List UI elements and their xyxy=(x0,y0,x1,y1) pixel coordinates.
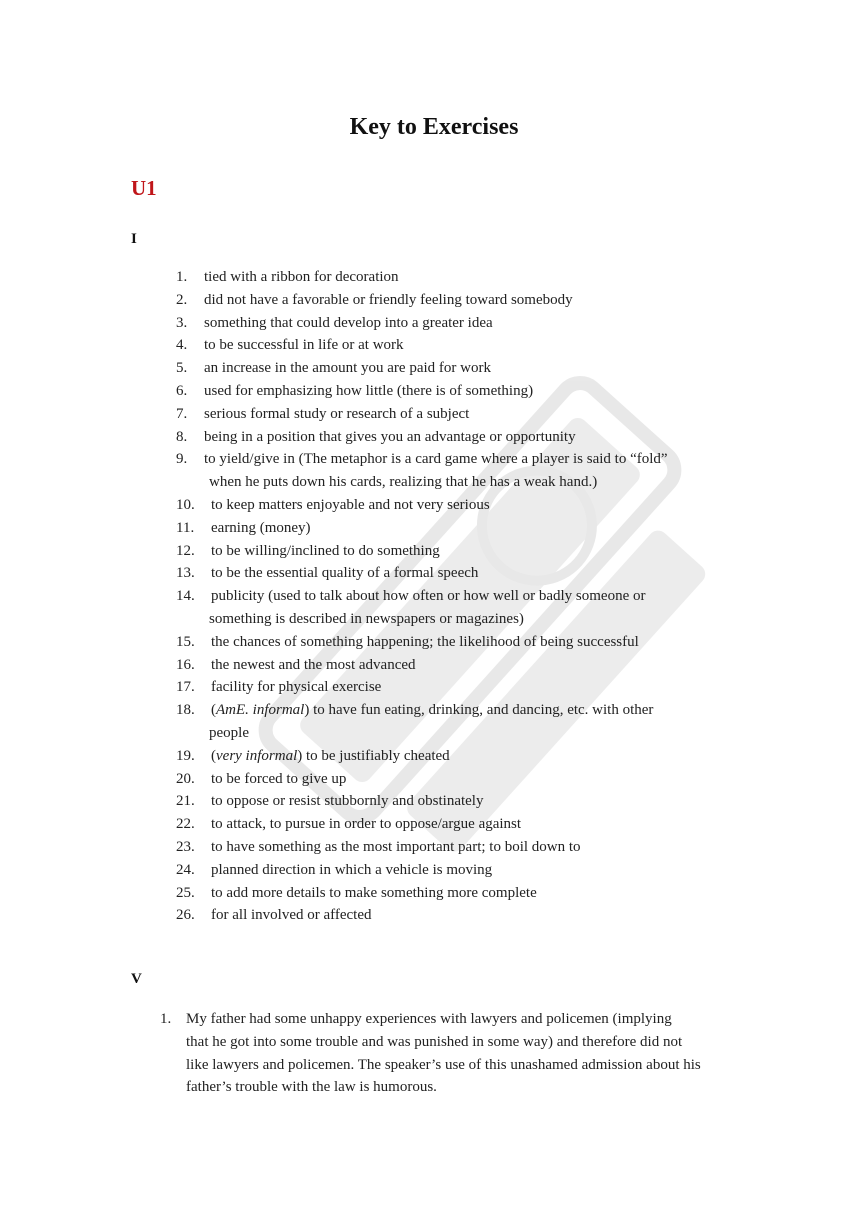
item-number: 3. xyxy=(176,314,188,331)
list-item xyxy=(176,517,736,540)
item-text: serious formal study or research of a subject xyxy=(204,405,470,422)
item-text: My father had some unhappy experiences with lawyers and policemen (implying xyxy=(186,1011,672,1027)
item-number: 2. xyxy=(176,291,188,308)
list-item xyxy=(176,585,736,631)
list-item xyxy=(176,312,736,335)
item-number: 20. xyxy=(176,770,195,787)
item-text: an increase in the amount you are paid for work xyxy=(204,360,491,377)
item-number: 11. xyxy=(176,519,195,536)
list-item xyxy=(176,266,736,289)
item-number: 21. xyxy=(176,793,195,810)
list-item xyxy=(176,813,736,836)
list-item xyxy=(176,882,736,905)
item-number: 23. xyxy=(176,838,195,855)
item-text: planned direction in which a vehicle is moving xyxy=(211,861,493,878)
item-number: 26. xyxy=(176,907,195,924)
unit-heading: U1 xyxy=(131,176,157,200)
list-item xyxy=(176,357,736,380)
section-heading-i: I xyxy=(131,231,137,247)
item-text-rest: ) to be justifiably cheated xyxy=(297,747,450,764)
list-item xyxy=(176,699,736,745)
item-text-continued: father’s trouble with the law is humorous. xyxy=(186,1079,437,1096)
item-text: to attack, to pursue in order to oppose/argue against xyxy=(211,816,522,833)
list-item xyxy=(176,562,736,585)
item-text: to add more details to make something more complete xyxy=(211,884,537,901)
item-usage-label: very informal xyxy=(216,747,298,764)
item-text: being in a position that gives you an advantage or opportunity xyxy=(204,428,576,445)
item-text-continued: that he got into some trouble and was punished in some way) and therefore did not xyxy=(186,1033,683,1050)
item-number: 4. xyxy=(176,337,188,354)
item-text-continued: people xyxy=(209,724,249,741)
list-item xyxy=(176,426,736,449)
item-text: facility for physical exercise xyxy=(211,679,382,696)
item-number: 6. xyxy=(176,382,188,399)
item-text: earning (money) xyxy=(211,519,311,536)
item-number: 14. xyxy=(176,588,195,605)
item-text: to be the essential quality of a formal speech xyxy=(211,565,479,582)
item-text-continued: something is described in newspapers or magazines) xyxy=(209,610,524,627)
item-text: for all involved or affected xyxy=(211,907,372,924)
item-number: 8. xyxy=(176,428,188,445)
list-item xyxy=(176,836,736,859)
list-item xyxy=(176,403,736,426)
item-usage-label: AmE. informal xyxy=(216,702,305,719)
item-number: 12. xyxy=(176,542,195,559)
item-number: 15. xyxy=(176,633,195,650)
item-number: 9. xyxy=(176,451,188,468)
item-text: publicity (used to talk about how often or how well or badly someone or xyxy=(211,588,646,605)
item-number: 7. xyxy=(176,405,188,422)
item-text-continued: like lawyers and policemen. The speaker’s use of this unashamed admission about his xyxy=(186,1056,701,1073)
list-item xyxy=(160,1008,750,1099)
item-text: used for emphasizing how little (there is of something) xyxy=(204,382,534,399)
item-number: 5. xyxy=(176,360,188,377)
item-text: (AmE. informal) to have fun eating, drinking, and dancing, etc. with other xyxy=(211,702,654,719)
list-item xyxy=(176,654,736,677)
item-number: 1. xyxy=(160,1011,172,1027)
list-item xyxy=(176,289,736,312)
item-number: 17. xyxy=(176,679,195,696)
list-item xyxy=(176,494,736,517)
list-item xyxy=(176,859,736,882)
item-text: tied with a ribbon for decoration xyxy=(204,269,399,285)
list-item xyxy=(176,904,736,927)
item-text: the newest and the most advanced xyxy=(211,656,416,673)
item-text-rest: ) to have fun eating, drinking, and dancing, etc. with other xyxy=(304,702,654,719)
item-text: to have something as the most important part; to boil down to xyxy=(211,838,581,855)
page-title: Key to Exercises xyxy=(349,114,519,140)
item-number: 10. xyxy=(176,496,195,513)
item-text: to be forced to give up xyxy=(211,770,347,787)
item-number: 13. xyxy=(176,565,195,582)
item-text: did not have a favorable or friendly feeling toward somebody xyxy=(204,291,573,308)
list-item xyxy=(176,540,736,563)
section-v-list xyxy=(160,1008,750,1099)
list-item xyxy=(176,380,736,403)
item-text-continued: when he puts down his cards, realizing that he has a weak hand.) xyxy=(209,474,598,491)
item-number: 25. xyxy=(176,884,195,901)
item-text: to be successful in life or at work xyxy=(204,337,404,354)
item-text: to keep matters enjoyable and not very serious xyxy=(211,496,490,513)
item-number: 22. xyxy=(176,816,195,833)
item-text: the chances of something happening; the likelihood of being successful xyxy=(211,633,639,650)
item-text: (very informal) to be justifiably cheated xyxy=(211,747,450,764)
list-item xyxy=(176,768,736,791)
item-text: something that could develop into a greater idea xyxy=(204,314,493,331)
section-heading-v: V xyxy=(131,971,142,987)
item-text: to be willing/inclined to do something xyxy=(211,542,440,559)
list-item xyxy=(176,448,736,494)
item-text: to oppose or resist stubbornly and obstinately xyxy=(211,793,484,810)
list-item xyxy=(176,631,736,654)
item-number: 24. xyxy=(176,861,195,878)
definitions-list xyxy=(176,266,736,927)
item-number: 19. xyxy=(176,747,195,764)
list-item xyxy=(176,334,736,357)
item-number: 18. xyxy=(176,702,195,719)
list-item xyxy=(176,745,736,768)
item-number: 16. xyxy=(176,656,195,673)
item-text: to yield/give in (The metaphor is a card game where a player is said to “fold” xyxy=(204,451,668,468)
item-number: 1. xyxy=(176,269,188,285)
list-item xyxy=(176,790,736,813)
list-item xyxy=(176,676,736,699)
